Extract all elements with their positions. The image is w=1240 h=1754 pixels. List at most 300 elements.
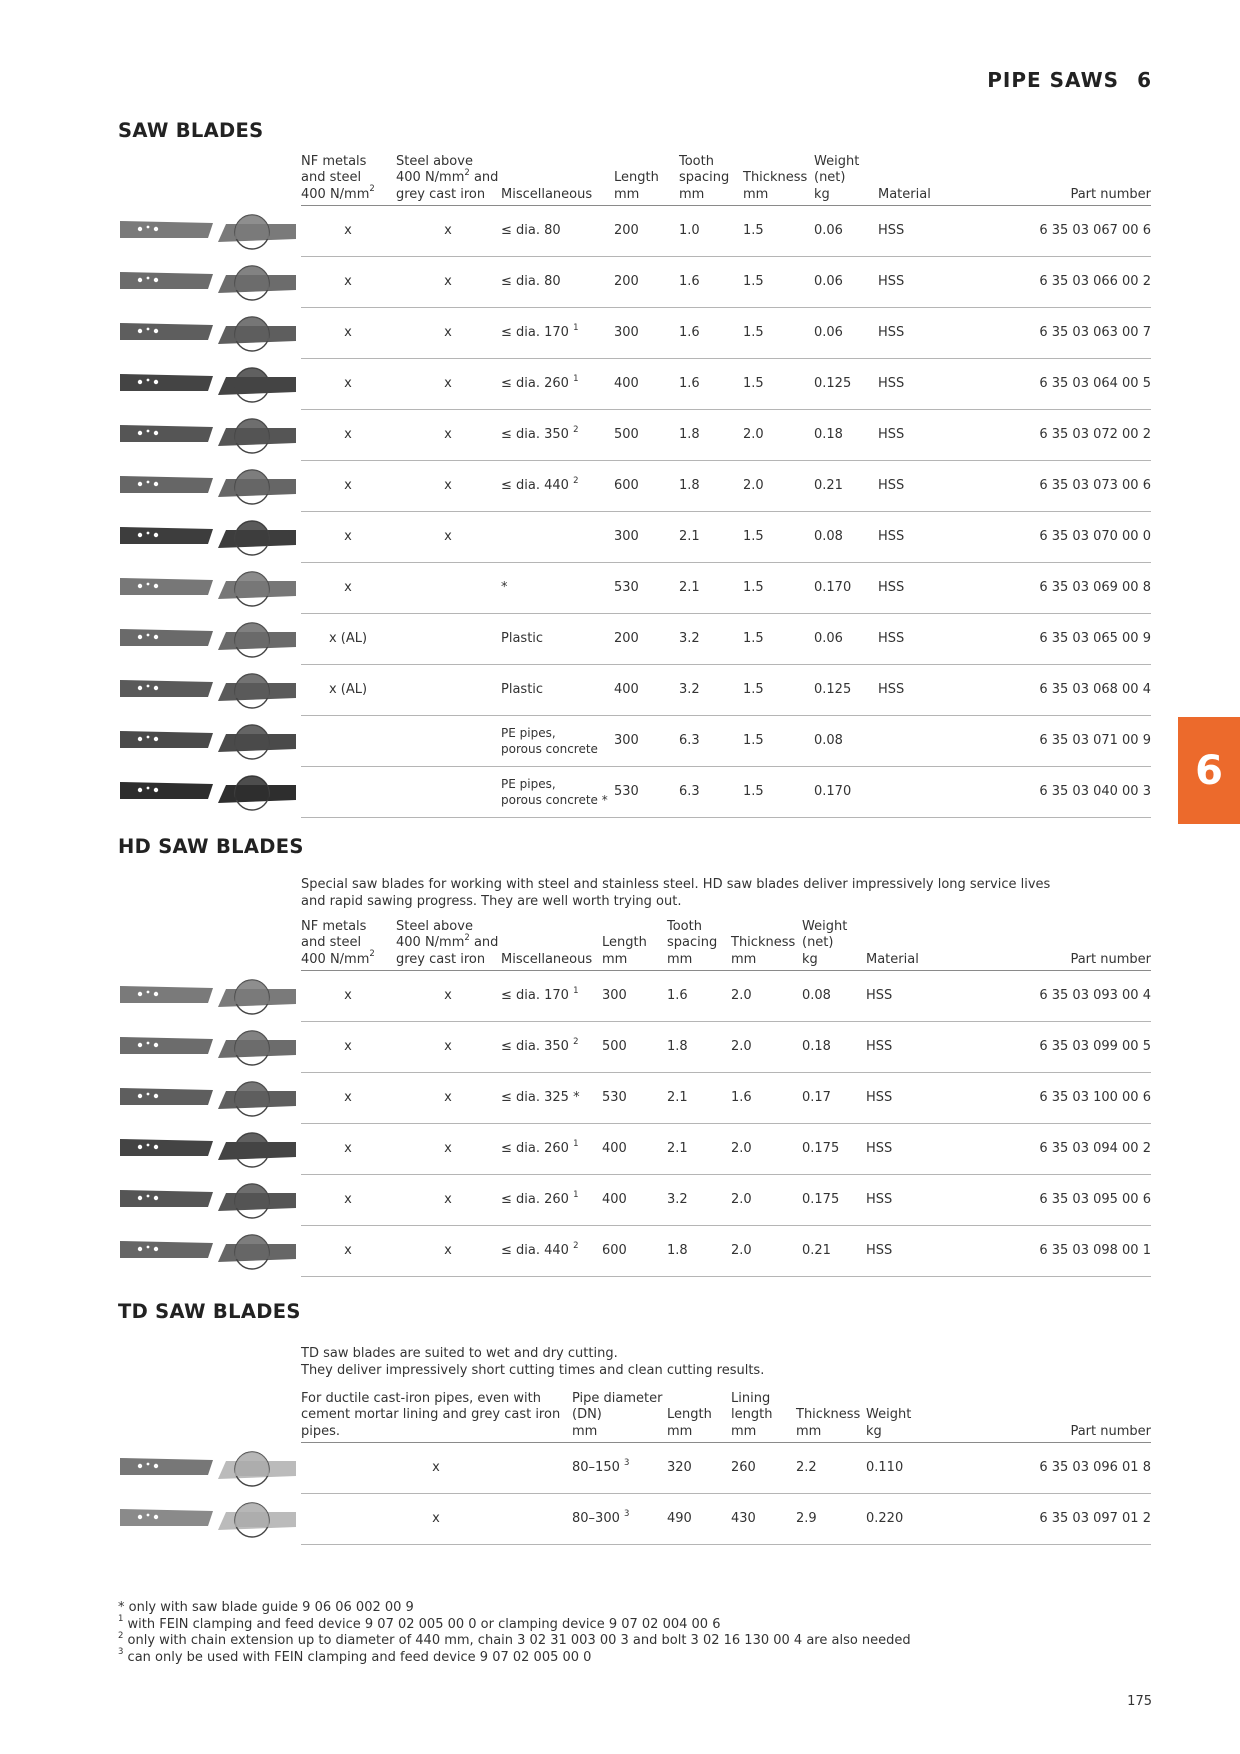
cell-thickness: 2.0 — [731, 1192, 752, 1207]
cell-thickness: 1.5 — [743, 376, 764, 391]
cell-length: 320 — [667, 1460, 692, 1475]
cell-lining-length: 260 — [731, 1460, 756, 1475]
cell-misc — [501, 1138, 579, 1157]
cell-pipe-diameter — [572, 1508, 630, 1527]
td-desc-line: They deliver impressively short cutting times and clean cutting results. — [301, 1362, 765, 1378]
header-text: grey cast iron — [396, 186, 486, 202]
pipe-diameter-text: 80–150 — [572, 1460, 620, 1475]
header-text: Part number — [1070, 951, 1151, 967]
footnote-line — [118, 1614, 911, 1634]
misc-text: ≤ dia. 260 — [501, 1192, 569, 1207]
cell-thickness: 2.0 — [731, 988, 752, 1003]
table-header — [301, 918, 1151, 970]
header-text: (net) — [802, 935, 834, 950]
header-text: mm — [572, 1423, 598, 1439]
cell-weight: 0.220 — [866, 1511, 904, 1526]
header-line — [866, 1407, 911, 1424]
cell-nf-metals: x — [344, 1039, 352, 1054]
cell-nf-metals: x (AL) — [328, 631, 368, 646]
cell-misc — [501, 580, 508, 596]
header-weight — [802, 919, 847, 969]
cell-tooth-spacing: 1.0 — [679, 223, 700, 238]
misc-text: PE pipes, — [501, 777, 556, 791]
header-line — [396, 167, 499, 187]
header-tooth — [679, 154, 729, 204]
header-text: Weight — [866, 1407, 912, 1422]
cell-tooth-spacing: 2.1 — [679, 529, 700, 544]
header-line — [679, 170, 729, 187]
header-text: 400 N/mm — [396, 170, 465, 185]
saw-blade-image — [118, 569, 300, 607]
header-text: (DN) — [572, 1407, 602, 1422]
cell-part-number: 6 35 03 040 00 3 — [1039, 784, 1151, 799]
header-text: Miscellaneous — [501, 951, 593, 967]
header-line — [614, 170, 659, 187]
header-text: For ductile cast-iron pipes, even with — [301, 1390, 541, 1406]
header-line — [667, 1424, 712, 1441]
cell-nf-metals: x — [344, 1141, 352, 1156]
header-line — [731, 935, 795, 952]
header-line — [866, 1424, 911, 1441]
table-header — [301, 153, 1151, 205]
footnote-ref: 1 — [573, 1138, 579, 1149]
header-text: mm — [731, 1423, 757, 1439]
header-line — [396, 952, 498, 969]
cell-length: 400 — [602, 1141, 627, 1156]
header-text: Part number — [1070, 186, 1151, 202]
header-material — [878, 187, 931, 204]
header-text: and — [469, 170, 499, 185]
cell-weight: 0.06 — [814, 274, 843, 289]
cell-length: 500 — [614, 427, 639, 442]
header-text: NF metals — [301, 153, 367, 169]
cell-part-number: 6 35 03 095 00 6 — [1039, 1192, 1151, 1207]
cell-tooth-spacing: 1.6 — [679, 376, 700, 391]
cell-tooth-spacing: 1.8 — [667, 1039, 688, 1054]
misc-text: ≤ dia. 260 — [501, 1141, 569, 1156]
cell-steel: x — [444, 529, 452, 544]
saw-blade-image — [118, 977, 300, 1015]
header-text: mm — [743, 186, 769, 202]
cell-part-number: 6 35 03 098 00 1 — [1039, 1243, 1151, 1258]
cell-weight: 0.17 — [802, 1090, 831, 1105]
cell-misc — [501, 985, 579, 1004]
cell-steel: x — [444, 325, 452, 340]
cell-thickness: 2.0 — [731, 1243, 752, 1258]
cell-misc — [501, 1090, 580, 1106]
table-row — [301, 308, 1151, 359]
header-text: mm — [614, 186, 640, 202]
header-line — [301, 184, 375, 204]
cell-material: HSS — [878, 223, 905, 238]
cell-length: 530 — [614, 784, 639, 799]
header-line — [796, 1407, 860, 1424]
header-line — [301, 154, 375, 171]
header-line — [743, 170, 807, 187]
cell-tooth-spacing: 1.6 — [679, 325, 700, 340]
cell-misc — [501, 1240, 579, 1259]
header-line — [796, 1424, 860, 1441]
cell-part-number: 6 35 03 097 01 2 — [1039, 1511, 1151, 1526]
cell-tooth-spacing: 3.2 — [679, 631, 700, 646]
cell-thickness: 1.5 — [743, 733, 764, 748]
header-line — [572, 1391, 662, 1408]
header-line — [301, 1424, 560, 1441]
header-line — [301, 919, 375, 936]
chapter-tab[interactable]: 6 — [1178, 717, 1240, 824]
cell-nf-metals: x — [344, 580, 352, 595]
cell-material: HSS — [866, 1243, 893, 1258]
misc-text: PE pipes, — [501, 726, 556, 740]
header-pipe-diameter — [572, 1391, 662, 1441]
header-text: and — [469, 935, 499, 950]
cell-length: 400 — [602, 1192, 627, 1207]
header-line — [667, 919, 717, 936]
cell-material: HSS — [866, 1039, 893, 1054]
misc-text: ≤ dia. 170 — [501, 325, 569, 340]
cell-part-number: 6 35 03 064 00 5 — [1039, 376, 1151, 391]
header-weight — [866, 1407, 911, 1440]
cell-length: 400 — [614, 682, 639, 697]
header-line — [743, 187, 807, 204]
misc-text: ≤ dia. 350 — [501, 1039, 569, 1054]
header-text: mm — [731, 951, 757, 967]
footnote-line — [118, 1647, 911, 1667]
cell-tooth-spacing: 1.6 — [667, 988, 688, 1003]
header-line — [301, 949, 375, 969]
header-text: Material — [878, 186, 931, 202]
header-line — [814, 187, 859, 204]
header-text: Lining — [731, 1390, 771, 1406]
header-text: Steel above — [396, 153, 473, 169]
header-line — [802, 935, 847, 952]
footnote-ref: 1 — [573, 985, 579, 996]
table-row — [301, 767, 1151, 818]
header-text: Steel above — [396, 918, 473, 934]
cell-length: 500 — [602, 1039, 627, 1054]
header-text: mm — [602, 951, 628, 967]
cell-steel: x — [444, 427, 452, 442]
header-text: mm — [667, 951, 693, 967]
cell-misc — [501, 776, 608, 808]
table-row — [301, 971, 1151, 1022]
cell-material: HSS — [866, 1090, 893, 1105]
header-text: pipes. — [301, 1423, 341, 1439]
cell-misc — [501, 1189, 579, 1208]
footnote-ref: 2 — [573, 1240, 579, 1251]
header-text: kg — [814, 186, 830, 202]
header-text: mm — [679, 186, 705, 202]
header-thickness — [731, 935, 795, 968]
header-text: mm — [796, 1423, 822, 1439]
header-line — [602, 935, 647, 952]
cell-weight: 0.06 — [814, 223, 843, 238]
cell-weight: 0.21 — [802, 1243, 831, 1258]
hd-blades-title: HD SAW BLADES — [118, 835, 304, 858]
header-line — [501, 187, 592, 204]
header-text: Part number — [1070, 1423, 1151, 1439]
cell-tooth-spacing: 2.1 — [667, 1141, 688, 1156]
header-text: mm — [667, 1423, 693, 1439]
header-line — [679, 187, 729, 204]
cell-nf-metals: x — [344, 325, 352, 340]
saw-blade-image — [118, 1130, 300, 1168]
table-row — [301, 614, 1151, 665]
header-misc — [501, 952, 592, 969]
cell-steel: x — [444, 1039, 452, 1054]
hd-desc-line: and rapid sawing progress. They are well worth trying out. — [301, 893, 682, 909]
cell-steel: x — [444, 1192, 452, 1207]
table-row — [301, 716, 1151, 767]
cell-thickness: 1.5 — [743, 529, 764, 544]
header-line — [614, 187, 659, 204]
header-line — [396, 919, 498, 936]
footnote-line — [118, 1630, 911, 1650]
saw-blades-title: SAW BLADES — [118, 119, 264, 142]
footnote-ref: 2 — [369, 184, 375, 195]
hd-blades-description — [301, 877, 1050, 910]
cell-weight: 0.18 — [814, 427, 843, 442]
cell-nf-metals: x — [344, 274, 352, 289]
misc-text-line2: porous concrete — [501, 742, 598, 756]
cell-weight: 0.08 — [814, 529, 843, 544]
header-line — [679, 154, 729, 171]
misc-text: ≤ dia. 440 — [501, 478, 569, 493]
td-blades-title: TD SAW BLADES — [118, 1300, 301, 1323]
cell-steel: x — [444, 223, 452, 238]
footnote-ref: 2 — [369, 949, 375, 960]
cell-misc — [501, 223, 561, 239]
cell-thickness: 2.0 — [731, 1141, 752, 1156]
cell-material: HSS — [878, 427, 905, 442]
footnote-ref: 2 — [464, 167, 470, 178]
cell-weight: 0.08 — [802, 988, 831, 1003]
header-text: Tooth — [667, 918, 702, 934]
table-row — [301, 206, 1151, 257]
saw-blade-image — [118, 1449, 300, 1487]
misc-text-line2: porous concrete * — [501, 793, 608, 807]
cell-nf-metals: x — [344, 478, 352, 493]
cell-steel: x — [444, 478, 452, 493]
header-line — [396, 932, 499, 952]
cell-weight: 0.175 — [802, 1192, 840, 1207]
header-line — [572, 1424, 662, 1441]
cell-thickness: 2.0 — [743, 427, 764, 442]
header-text: Length — [614, 170, 659, 185]
cell-length: 600 — [602, 1243, 627, 1258]
cell-steel: x — [444, 1090, 452, 1105]
header-text: Thickness — [731, 935, 796, 950]
saw-blade-image — [118, 671, 300, 709]
header-line — [602, 952, 647, 969]
header-text: (net) — [814, 170, 846, 185]
header-text: Miscellaneous — [501, 186, 593, 202]
misc-text: ≤ dia. 440 — [501, 1243, 569, 1258]
table-row — [301, 410, 1151, 461]
footnote-ref: 1 — [118, 1614, 124, 1625]
cell-nf-metals: x — [344, 529, 352, 544]
header-line — [301, 1407, 560, 1424]
cell-part-number: 6 35 03 073 00 6 — [1039, 478, 1151, 493]
cell-length: 400 — [614, 376, 639, 391]
cell-thickness: 1.5 — [743, 631, 764, 646]
saw-blade-image — [118, 620, 300, 658]
cell-misc — [501, 424, 579, 443]
header-line — [802, 919, 847, 936]
saw-blade-image — [118, 1500, 300, 1538]
saw-blade-image — [118, 518, 300, 556]
cell-thickness: 2.9 — [796, 1511, 817, 1526]
cell-part-number: 6 35 03 071 00 9 — [1039, 733, 1151, 748]
table-row — [301, 359, 1151, 410]
cell-steel: x — [444, 376, 452, 391]
header-text: Length — [667, 1407, 712, 1422]
header-lining-length — [731, 1391, 772, 1441]
header-line — [1070, 1424, 1151, 1441]
cell-steel: x — [444, 274, 452, 289]
cell-material: HSS — [878, 376, 905, 391]
header-line — [301, 1391, 560, 1408]
cell-length: 300 — [614, 529, 639, 544]
cell-thickness: 1.5 — [743, 274, 764, 289]
header-line — [814, 154, 859, 171]
cell-tooth-spacing: 1.8 — [679, 427, 700, 442]
cell-length: 300 — [602, 988, 627, 1003]
cell-nf-metals: x — [344, 988, 352, 1003]
saw-blade-image — [118, 773, 300, 811]
misc-text: * — [501, 580, 508, 595]
cell-part-number: 6 35 03 100 00 6 — [1039, 1090, 1151, 1105]
cell-misc — [501, 682, 543, 698]
table-row — [301, 665, 1151, 716]
cell-part-number: 6 35 03 094 00 2 — [1039, 1141, 1151, 1156]
cell-part-number: 6 35 03 065 00 9 — [1039, 631, 1151, 646]
header-thickness — [743, 170, 807, 203]
cell-tooth-spacing: 6.3 — [679, 733, 700, 748]
cell-nf-metals: x — [344, 1243, 352, 1258]
cell-ductile: x — [432, 1460, 440, 1475]
cell-material: HSS — [866, 988, 893, 1003]
cell-length: 490 — [667, 1511, 692, 1526]
header-line — [396, 187, 498, 204]
header-part-number — [1070, 952, 1151, 969]
cell-tooth-spacing: 3.2 — [679, 682, 700, 697]
cell-misc — [501, 373, 579, 392]
td-blades-table — [301, 1390, 1151, 1545]
footnote-ref: 3 — [624, 1508, 630, 1519]
cell-tooth-spacing: 3.2 — [667, 1192, 688, 1207]
cell-weight: 0.110 — [866, 1460, 904, 1475]
saw-blade-image — [118, 1232, 300, 1270]
saw-blade-image — [118, 1028, 300, 1066]
header-line — [802, 952, 847, 969]
cell-length: 600 — [614, 478, 639, 493]
header-text: Weight — [814, 153, 860, 169]
header-nf-metals — [301, 154, 375, 204]
misc-text: ≤ dia. 80 — [501, 223, 561, 238]
header-steel — [396, 154, 498, 204]
saw-blade-image — [118, 1181, 300, 1219]
header-text: Tooth — [679, 153, 714, 169]
cell-length: 200 — [614, 274, 639, 289]
cell-thickness: 2.2 — [796, 1460, 817, 1475]
cell-pipe-diameter — [572, 1457, 630, 1476]
saw-blade-image — [118, 263, 300, 301]
header-text: NF metals — [301, 918, 367, 934]
cell-length: 530 — [602, 1090, 627, 1105]
cell-nf-metals: x — [344, 427, 352, 442]
footnote-mark: * — [118, 1600, 125, 1615]
footnote-text: with FEIN clamping and feed device 9 07 02 005 00 0 or clamping device 9 07 02 004 00 6 — [123, 1616, 721, 1632]
cell-length: 200 — [614, 223, 639, 238]
cell-misc — [501, 274, 561, 290]
header-thickness — [796, 1407, 860, 1440]
table-row — [301, 1175, 1151, 1226]
table-row — [301, 512, 1151, 563]
table-row — [301, 563, 1151, 614]
header-line — [1070, 952, 1151, 969]
header-line — [731, 1391, 772, 1408]
table-row — [301, 1022, 1151, 1073]
cell-length: 530 — [614, 580, 639, 595]
header-nf-metals — [301, 919, 375, 969]
header-length — [667, 1407, 712, 1440]
header-text: Weight — [802, 918, 848, 934]
table-row — [301, 1226, 1151, 1277]
cell-steel: x — [444, 988, 452, 1003]
cell-material: HSS — [878, 631, 905, 646]
header-text: 400 N/mm — [301, 951, 370, 967]
footnote-ref: 1 — [573, 322, 579, 333]
cell-length: 300 — [614, 733, 639, 748]
saw-blade-image — [118, 416, 300, 454]
footnote-ref: 2 — [118, 1630, 124, 1641]
cell-weight: 0.18 — [802, 1039, 831, 1054]
header-line — [731, 1407, 772, 1424]
table-row — [301, 461, 1151, 512]
header-line — [866, 952, 919, 969]
table-row — [301, 1124, 1151, 1175]
page-number: 175 — [1127, 1694, 1152, 1709]
hd-blades-table — [301, 918, 1151, 1277]
header-text: Thickness — [796, 1407, 861, 1422]
td-desc-line: TD saw blades are suited to wet and dry cutting. — [301, 1346, 618, 1361]
td-blades-description — [301, 1346, 764, 1379]
cell-nf-metals: x — [344, 223, 352, 238]
footnote-text: only with saw blade guide 9 06 06 002 00 9 — [124, 1600, 414, 1615]
cell-nf-metals: x (AL) — [328, 682, 368, 697]
cell-thickness: 1.5 — [743, 580, 764, 595]
misc-text: Plastic — [501, 682, 544, 697]
cell-thickness: 1.5 — [743, 784, 764, 799]
footnote-ref: 3 — [118, 1647, 124, 1658]
misc-text: ≤ dia. 260 — [501, 376, 569, 391]
cell-length: 300 — [614, 325, 639, 340]
cell-part-number: 6 35 03 093 00 4 — [1039, 988, 1151, 1003]
cell-thickness: 1.5 — [743, 325, 764, 340]
cell-part-number: 6 35 03 067 00 6 — [1039, 223, 1151, 238]
header-text: Thickness — [743, 170, 808, 185]
cell-misc — [501, 322, 579, 341]
misc-text: Plastic — [501, 631, 544, 646]
header-text: and steel — [301, 170, 362, 185]
table-header — [301, 1390, 1151, 1442]
cell-tooth-spacing: 2.1 — [679, 580, 700, 595]
header-line — [667, 1407, 712, 1424]
cell-material: HSS — [878, 580, 905, 595]
misc-text: ≤ dia. 80 — [501, 274, 561, 289]
table-row — [301, 1494, 1151, 1545]
